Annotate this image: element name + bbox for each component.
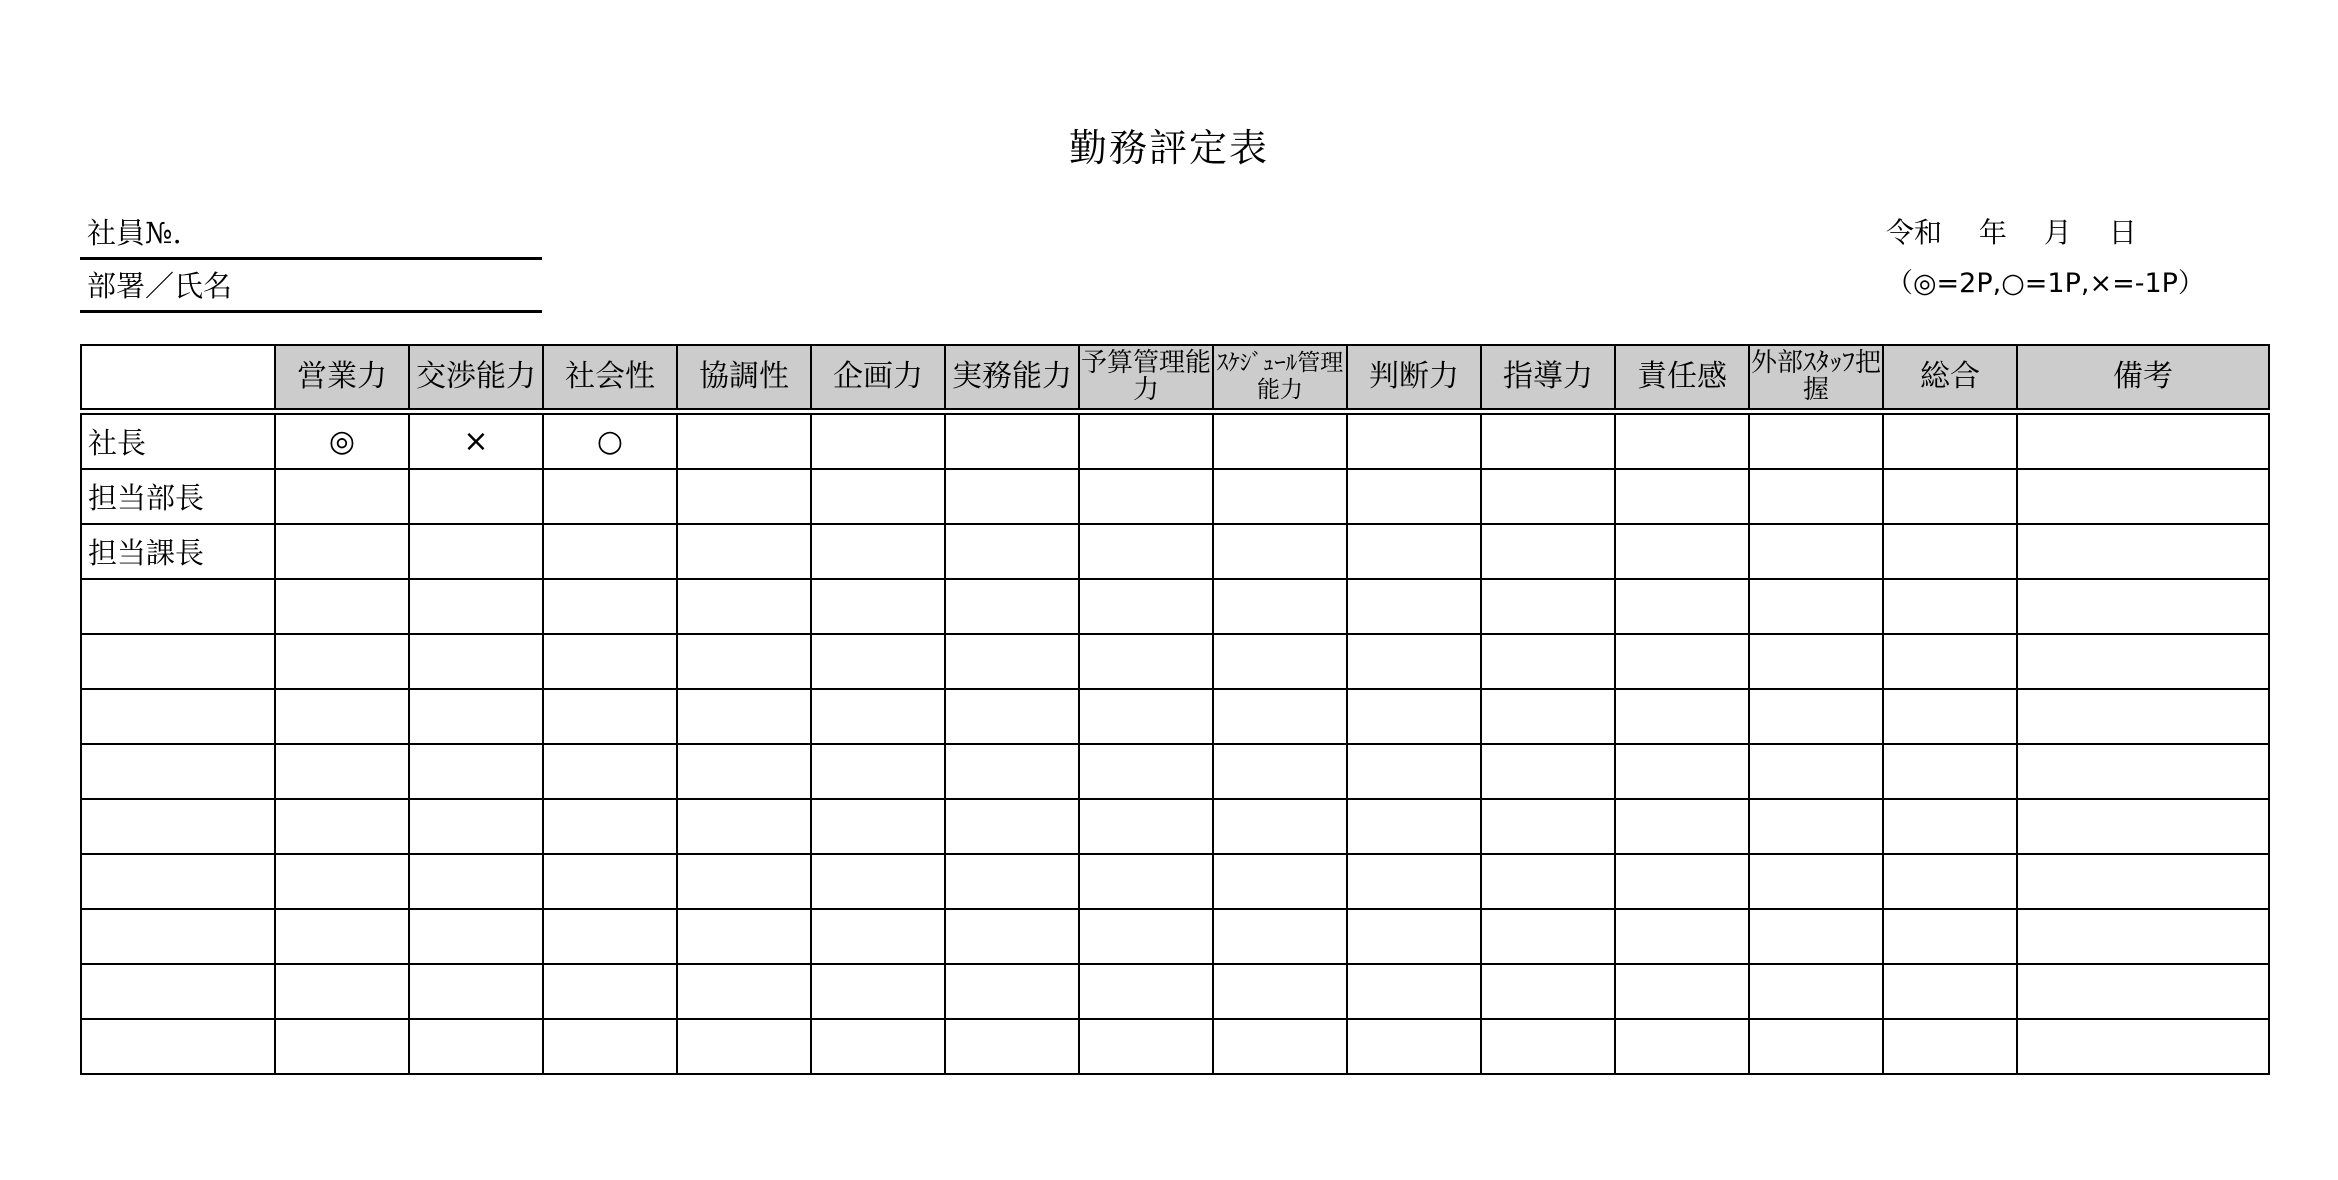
score-cell[interactable] — [543, 854, 677, 909]
score-cell[interactable] — [945, 799, 1079, 854]
table-row — [81, 909, 2269, 964]
score-cell[interactable] — [1749, 469, 1883, 524]
score-cell[interactable] — [1749, 524, 1883, 579]
scoring-legend: （◎=2P,○=1P,×=-1P） — [1886, 268, 2205, 299]
score-cell[interactable] — [945, 964, 1079, 1019]
score-cell[interactable] — [1481, 689, 1615, 744]
score-cell[interactable] — [2017, 964, 2269, 1019]
column-header: 社会性 — [543, 345, 677, 412]
score-cell[interactable] — [1079, 909, 1213, 964]
evaluation-table — [80, 344, 2270, 1075]
score-cell[interactable] — [2017, 799, 2269, 854]
score-cell[interactable] — [2017, 524, 2269, 579]
score-cell[interactable] — [543, 634, 677, 689]
score-cell[interactable] — [1347, 634, 1481, 689]
score-cell[interactable] — [275, 909, 409, 964]
score-cell[interactable] — [1481, 964, 1615, 1019]
table-row — [81, 1019, 2269, 1074]
column-header: 総合 — [1883, 345, 2017, 412]
score-cell[interactable] — [2017, 1019, 2269, 1074]
row-label-cell[interactable] — [81, 854, 275, 909]
score-cell[interactable]: ◎ — [275, 412, 409, 470]
score-cell[interactable] — [1615, 909, 1749, 964]
score-cell[interactable] — [543, 799, 677, 854]
score-cell[interactable] — [945, 579, 1079, 634]
score-cell[interactable] — [1079, 469, 1213, 524]
score-cell[interactable] — [1615, 799, 1749, 854]
score-cell[interactable] — [1749, 689, 1883, 744]
score-cell[interactable] — [1079, 1019, 1213, 1074]
score-cell[interactable] — [1749, 744, 1883, 799]
score-cell[interactable] — [677, 412, 811, 470]
score-cell[interactable] — [1213, 524, 1347, 579]
employee-no-label: 社員№. — [87, 216, 182, 250]
score-cell[interactable] — [409, 1019, 543, 1074]
score-cell[interactable] — [1213, 799, 1347, 854]
score-cell[interactable] — [543, 1019, 677, 1074]
score-cell[interactable] — [1883, 854, 2017, 909]
score-cell[interactable] — [1615, 524, 1749, 579]
score-cell[interactable] — [1079, 964, 1213, 1019]
table-body — [81, 412, 2269, 1075]
score-cell[interactable] — [945, 909, 1079, 964]
row-label-cell[interactable] — [81, 799, 275, 854]
table-row — [81, 524, 2269, 579]
score-cell[interactable] — [409, 689, 543, 744]
score-cell[interactable] — [1347, 579, 1481, 634]
column-header: 判断力 — [1347, 345, 1481, 412]
score-cell[interactable] — [811, 689, 945, 744]
score-cell[interactable] — [1347, 854, 1481, 909]
column-header: ｽｹｼﾞｭｰﾙ管理能力 — [1213, 345, 1347, 412]
dept-name-field[interactable] — [80, 264, 542, 313]
score-cell[interactable] — [1481, 744, 1615, 799]
score-cell[interactable] — [275, 469, 409, 524]
score-cell[interactable] — [811, 412, 945, 470]
score-cell[interactable] — [1749, 909, 1883, 964]
column-header: 協調性 — [677, 345, 811, 412]
score-cell[interactable] — [1347, 469, 1481, 524]
score-cell[interactable] — [1079, 689, 1213, 744]
score-cell[interactable] — [677, 579, 811, 634]
score-cell[interactable] — [945, 469, 1079, 524]
score-cell[interactable] — [2017, 854, 2269, 909]
score-cell[interactable] — [1749, 854, 1883, 909]
score-cell[interactable] — [1481, 524, 1615, 579]
row-label-cell[interactable]: 社長 — [81, 412, 275, 470]
score-cell[interactable] — [1749, 634, 1883, 689]
score-cell[interactable] — [275, 744, 409, 799]
score-cell[interactable] — [1213, 1019, 1347, 1074]
score-cell[interactable] — [811, 579, 945, 634]
table-row — [81, 964, 2269, 1019]
score-cell[interactable] — [811, 799, 945, 854]
header-row — [81, 345, 2269, 412]
score-cell[interactable] — [1347, 524, 1481, 579]
score-cell[interactable] — [1749, 412, 1883, 470]
column-header: 外部ｽﾀｯﾌ把握 — [1749, 345, 1883, 412]
table-row — [81, 689, 2269, 744]
score-cell[interactable] — [275, 524, 409, 579]
score-cell[interactable] — [275, 634, 409, 689]
score-cell[interactable] — [1347, 909, 1481, 964]
score-cell[interactable] — [409, 964, 543, 1019]
score-cell[interactable] — [275, 799, 409, 854]
score-cell[interactable] — [677, 469, 811, 524]
table-row — [81, 579, 2269, 634]
score-cell[interactable] — [1079, 744, 1213, 799]
column-header: 備考 — [2017, 345, 2269, 412]
score-cell[interactable] — [677, 799, 811, 854]
score-cell[interactable] — [543, 524, 677, 579]
score-cell[interactable] — [409, 634, 543, 689]
score-cell[interactable] — [2017, 469, 2269, 524]
score-cell[interactable] — [945, 744, 1079, 799]
score-cell[interactable] — [543, 579, 677, 634]
score-cell[interactable] — [1213, 744, 1347, 799]
column-header: 予算管理能力 — [1079, 345, 1213, 412]
score-cell[interactable] — [1347, 412, 1481, 470]
score-cell[interactable] — [1615, 854, 1749, 909]
score-cell[interactable] — [1481, 909, 1615, 964]
score-cell[interactable] — [1883, 1019, 2017, 1074]
score-cell[interactable] — [1213, 469, 1347, 524]
score-cell[interactable] — [1883, 799, 2017, 854]
score-cell[interactable] — [2017, 634, 2269, 689]
score-cell[interactable] — [275, 854, 409, 909]
score-cell[interactable] — [1347, 1019, 1481, 1074]
score-cell[interactable] — [2017, 744, 2269, 799]
row-label-cell[interactable] — [81, 634, 275, 689]
date-line: 令和 年 月 日 — [1886, 216, 2137, 249]
score-cell[interactable] — [409, 854, 543, 909]
score-cell[interactable] — [1481, 1019, 1615, 1074]
score-cell[interactable] — [1213, 579, 1347, 634]
score-cell[interactable] — [1883, 689, 2017, 744]
score-cell[interactable] — [1615, 744, 1749, 799]
score-cell[interactable] — [2017, 689, 2269, 744]
score-cell[interactable] — [1615, 1019, 1749, 1074]
score-cell[interactable] — [275, 579, 409, 634]
score-cell[interactable] — [945, 1019, 1079, 1074]
table-row — [81, 854, 2269, 909]
score-cell[interactable] — [1079, 524, 1213, 579]
score-cell[interactable] — [1749, 1019, 1883, 1074]
score-cell[interactable] — [275, 1019, 409, 1074]
score-cell[interactable] — [1079, 412, 1213, 470]
row-label-cell[interactable] — [81, 1019, 275, 1074]
score-cell[interactable] — [1749, 964, 1883, 1019]
score-cell[interactable] — [409, 799, 543, 854]
score-cell[interactable] — [543, 744, 677, 799]
score-cell[interactable] — [677, 1019, 811, 1074]
score-cell[interactable]: ○ — [543, 412, 677, 470]
row-label-cell[interactable] — [81, 964, 275, 1019]
score-cell[interactable] — [409, 579, 543, 634]
score-cell[interactable] — [677, 689, 811, 744]
column-header: 実務能力 — [945, 345, 1079, 412]
score-cell[interactable] — [677, 744, 811, 799]
table-row — [81, 634, 2269, 689]
score-cell[interactable] — [1481, 469, 1615, 524]
score-cell[interactable] — [1883, 469, 2017, 524]
score-cell[interactable] — [1883, 579, 2017, 634]
row-label-cell[interactable]: 担当部長 — [81, 469, 275, 524]
score-cell[interactable] — [1079, 854, 1213, 909]
score-cell[interactable] — [811, 1019, 945, 1074]
score-cell[interactable] — [811, 634, 945, 689]
score-cell[interactable] — [1481, 634, 1615, 689]
score-cell[interactable] — [811, 469, 945, 524]
score-cell[interactable] — [1883, 634, 2017, 689]
score-cell[interactable] — [1883, 744, 2017, 799]
score-cell[interactable] — [811, 964, 945, 1019]
score-cell[interactable] — [1615, 689, 1749, 744]
score-cell[interactable] — [1615, 964, 1749, 1019]
score-cell[interactable] — [1213, 854, 1347, 909]
score-cell[interactable] — [677, 634, 811, 689]
employee-no-field[interactable] — [80, 212, 542, 260]
row-label-cell[interactable] — [81, 744, 275, 799]
score-cell[interactable] — [543, 964, 677, 1019]
score-cell[interactable] — [409, 524, 543, 579]
score-cell[interactable] — [811, 524, 945, 579]
score-cell[interactable] — [677, 909, 811, 964]
score-cell[interactable] — [1213, 964, 1347, 1019]
score-cell[interactable] — [1749, 579, 1883, 634]
score-cell[interactable] — [811, 744, 945, 799]
score-cell[interactable] — [1615, 412, 1749, 470]
score-cell[interactable] — [677, 854, 811, 909]
score-cell[interactable] — [1615, 579, 1749, 634]
score-cell[interactable] — [1213, 909, 1347, 964]
score-cell[interactable] — [409, 744, 543, 799]
score-cell[interactable] — [1615, 634, 1749, 689]
score-cell[interactable] — [1079, 579, 1213, 634]
score-cell[interactable] — [1213, 634, 1347, 689]
score-cell[interactable] — [1481, 579, 1615, 634]
table-row — [81, 799, 2269, 854]
score-cell[interactable] — [275, 964, 409, 1019]
score-cell[interactable] — [945, 689, 1079, 744]
column-header: 企画力 — [811, 345, 945, 412]
row-label-cell[interactable]: 担当課長 — [81, 524, 275, 579]
score-cell[interactable] — [1615, 469, 1749, 524]
score-cell[interactable] — [543, 909, 677, 964]
score-cell[interactable] — [1481, 412, 1615, 470]
score-cell[interactable] — [945, 524, 1079, 579]
score-cell[interactable] — [409, 469, 543, 524]
score-cell[interactable] — [1079, 799, 1213, 854]
score-cell[interactable] — [1347, 744, 1481, 799]
score-cell[interactable] — [1213, 412, 1347, 470]
score-cell[interactable] — [1749, 799, 1883, 854]
table-row — [81, 412, 2269, 470]
table-row — [81, 744, 2269, 799]
score-cell[interactable] — [543, 689, 677, 744]
score-cell[interactable] — [811, 854, 945, 909]
column-header: 責任感 — [1615, 345, 1749, 412]
score-cell[interactable] — [1481, 799, 1615, 854]
score-cell[interactable]: × — [409, 412, 543, 470]
score-cell[interactable] — [1883, 964, 2017, 1019]
score-cell[interactable] — [677, 524, 811, 579]
score-cell[interactable] — [677, 964, 811, 1019]
score-cell[interactable] — [1883, 412, 2017, 470]
column-header: 交渉能力 — [409, 345, 543, 412]
table-row — [81, 469, 2269, 524]
score-cell[interactable] — [1883, 524, 2017, 579]
score-cell[interactable] — [2017, 909, 2269, 964]
score-cell[interactable] — [1481, 854, 1615, 909]
column-header: 営業力 — [275, 345, 409, 412]
column-header: 指導力 — [1481, 345, 1615, 412]
score-cell[interactable] — [275, 689, 409, 744]
header-blank-cell — [81, 345, 275, 412]
dept-name-label: 部署／氏名 — [87, 269, 233, 303]
score-cell[interactable] — [945, 854, 1079, 909]
score-cell[interactable] — [1079, 634, 1213, 689]
score-cell[interactable] — [811, 909, 945, 964]
row-label-cell[interactable] — [81, 579, 275, 634]
row-label-cell[interactable] — [81, 909, 275, 964]
score-cell[interactable] — [1347, 964, 1481, 1019]
page-title: 勤務評定表 — [1068, 126, 1269, 170]
score-cell[interactable] — [1347, 689, 1481, 744]
score-cell[interactable] — [543, 469, 677, 524]
score-cell[interactable] — [409, 909, 543, 964]
score-cell[interactable] — [1883, 909, 2017, 964]
score-cell[interactable] — [2017, 579, 2269, 634]
score-cell[interactable] — [1347, 799, 1481, 854]
score-cell[interactable] — [945, 412, 1079, 470]
score-cell[interactable] — [2017, 412, 2269, 470]
score-cell[interactable] — [1213, 689, 1347, 744]
score-cell[interactable] — [945, 634, 1079, 689]
row-label-cell[interactable] — [81, 689, 275, 744]
